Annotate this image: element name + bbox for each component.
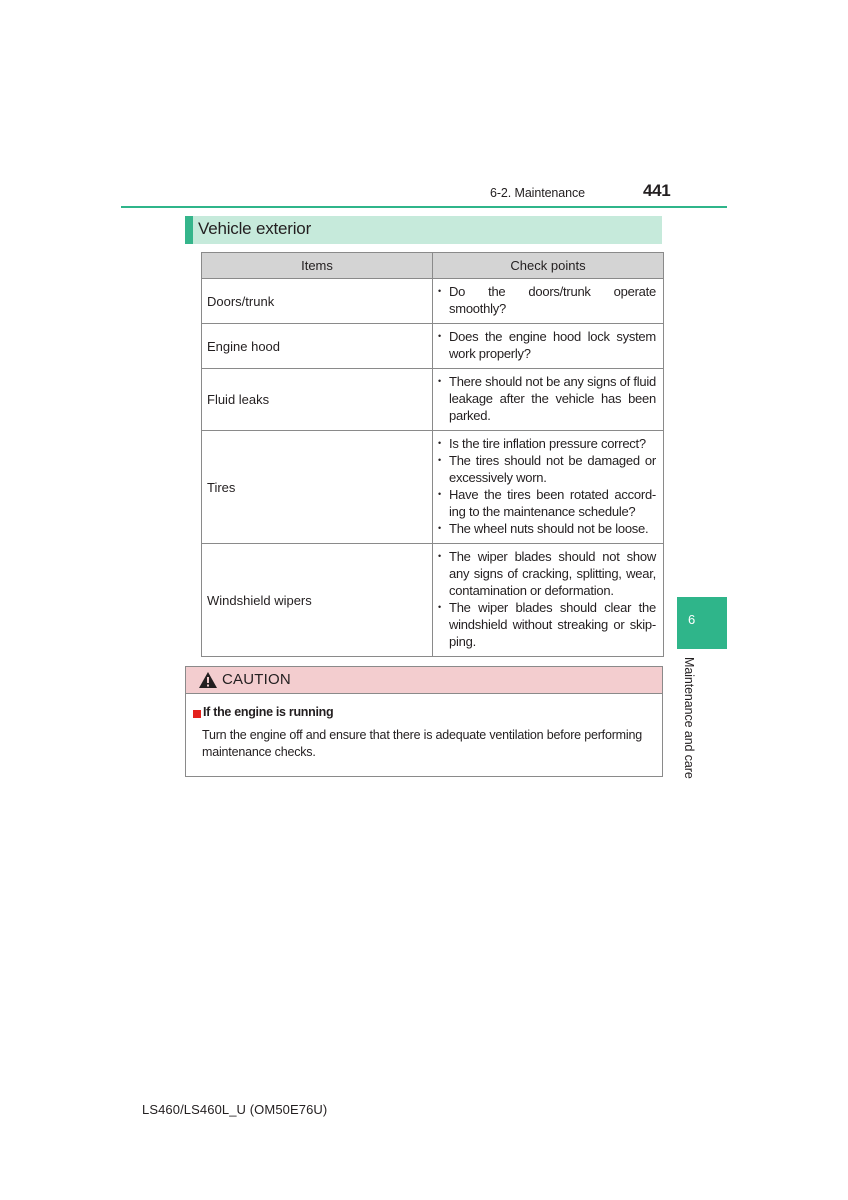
section-title: Vehicle exterior [198, 219, 312, 238]
caution-heading: If the engine is running [203, 705, 334, 719]
table-row [202, 431, 664, 544]
footer-model-code: LS460/LS460L_U (OM50E76U) [142, 1102, 328, 1117]
check-point: • Have the tires been rotated accord-ing to the maintenance schedule? [438, 486, 656, 520]
check-point: • There should not be any signs of fluid leakage after the vehicle has been parked. [438, 373, 656, 424]
chapter-tab [677, 597, 727, 649]
caution-label: CAUTION [222, 671, 291, 688]
running-header-section: 6-2. Maintenance [490, 186, 585, 200]
table-row [202, 544, 664, 657]
check-points-cell [433, 369, 664, 431]
check-point: • Is the tire inflation pressure correct? [438, 435, 656, 452]
item-cell: Fluid leaks [202, 369, 433, 431]
table-row [202, 369, 664, 431]
column-header-items: Items [202, 253, 433, 279]
check-points-cell [433, 431, 664, 544]
check-points-cell [433, 279, 664, 324]
table-header-row [202, 253, 664, 279]
header-rule [121, 206, 727, 208]
page-number: 441 [643, 181, 671, 200]
column-header-check-points: Check points [433, 253, 664, 279]
check-point: • Does the engine hood lock system work properly? [438, 328, 656, 362]
section-title-bar [185, 216, 662, 244]
check-points-cell [433, 544, 664, 657]
red-square-bullet-icon [193, 710, 201, 718]
check-point: • The wheel nuts should not be loose. [438, 520, 656, 537]
item-cell: Tires [202, 431, 433, 544]
item-cell: Windshield wipers [202, 544, 433, 657]
table-row [202, 324, 664, 369]
chapter-title: Maintenance and care [682, 657, 696, 779]
check-point: • The wiper blades should not show any signs of cracking, splitting, wear, contamination or deformation. [438, 548, 656, 599]
item-cell: Doors/trunk [202, 279, 433, 324]
chapter-number: 6 [688, 612, 696, 627]
check-point: • The tires should not be damaged or excessively worn. [438, 452, 656, 486]
caution-body: Turn the engine off and ensure that there is adequate ventilation before performing maintenance checks. [202, 728, 642, 759]
check-point: • The wiper blades should clear the windshield without streaking or skip-ping. [438, 599, 656, 650]
warning-triangle-icon [198, 671, 218, 689]
item-cell: Engine hood [202, 324, 433, 369]
table-row [202, 279, 664, 324]
caution-box [185, 666, 663, 777]
check-points-cell [433, 324, 664, 369]
check-table [201, 252, 664, 657]
caution-header [186, 667, 662, 694]
check-point: • Do the doors/trunk operate smoothly? [438, 283, 656, 317]
